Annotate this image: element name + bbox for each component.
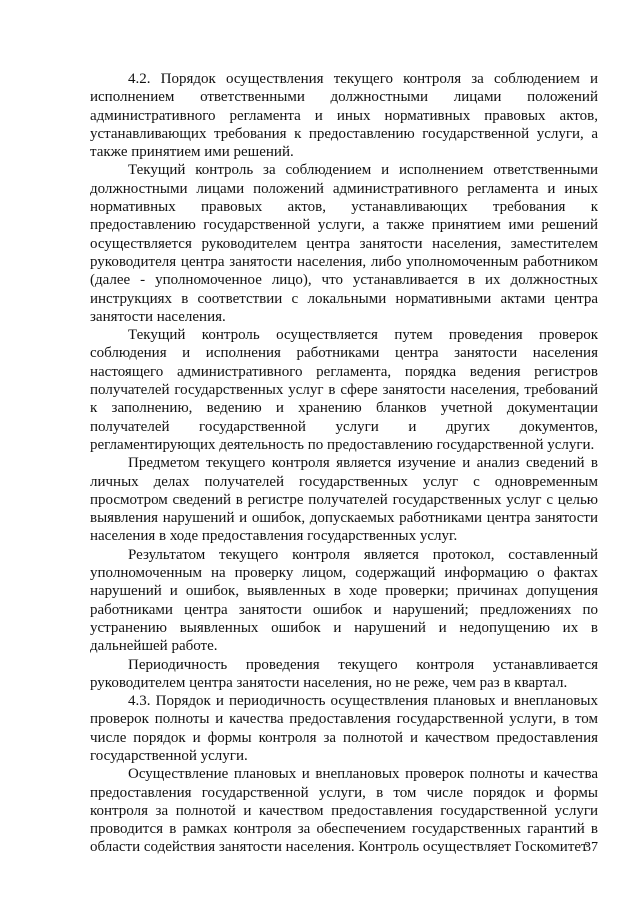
paragraph-planned-checks: Осуществление плановых и внеплановых проверок полноты и качества предоставления государственной услуги, в том числе порядок и формы контроля за полнотой и качеством предоставления государственной услуги проводится в рамках контроля за обеспечением государственных гарантий в области содействия занятости населения. Контроль осуществляет Госкомитет [90,766,598,856]
paragraph-control-frequency: Периодичность проведения текущего контроля устанавливается руководителем центра занятости населения, но не реже, чем раз в квартал. [90,656,598,691]
paragraph-4-3-heading: 4.3. Порядок и периодичность осуществления плановых и внеплановых проверок полноты и качества предоставления государственной услуги, в том числе порядок и формы контроля за полнотой и качеством предоставления государственной услуги. [90,693,598,764]
paragraph-control-subject: Предметом текущего контроля является изучение и анализ сведений в личных делах получателей государственных услуг с одновременным просмотром сведений в регистре получателей государственных услуг с целью выявления нарушений и ошибок, допускаемых работниками центра занятости населения в ходе предоставления государственных услуг. [90,455,598,545]
page-number: 37 [584,840,598,855]
body-text [90,70,598,857]
paragraph-4-2-heading: 4.2. Порядок осуществления текущего контроля за соблюдением и исполнением ответственными должностными лицами положений административного регламента и иных нормативных правовых актов, устанавливающих требования к предоставлению государственной услуги, а также принятием ими решений. [90,71,598,161]
paragraph-current-control-method: Текущий контроль осуществляется путем проведения проверок соблюдения и исполнения работниками центра занятости населения настоящего административного регламента, порядка ведения регистров получателей государственных услуг в сфере занятости населения, требований к заполнению, ведению и хранению бланков учетной документации получателей государственной услуги и других документов, регламентирующих деятельность по предоставлению государственной услуги. [90,327,598,453]
paragraph-current-control-responsibility: Текущий контроль за соблюдением и исполнением ответственными должностными лицами положений административного регламента и иных нормативных правовых актов, устанавливающих требования к предоставлению государственной услуги, а также принятием ими решений осуществляется руководителем центра занятости населения, заместителем руководителя центра занятости населения, либо уполномоченным работником (далее - уполномоченное лицо), что устанавливается в их должностных инструкциях в соответствии с локальными нормативными актами центра занятости населения. [90,162,598,325]
paragraph-control-result: Результатом текущего контроля является протокол, составленный уполномоченным на проверку лицом, содержащий информацию о фактах нарушений и ошибок, выявленных в ходе проверки; причинах допущения работниками центра занятости ошибок и нарушений; предложениях по устранению выявленных ошибок и нарушений и недопущению их в дальнейшей работе. [90,546,598,655]
